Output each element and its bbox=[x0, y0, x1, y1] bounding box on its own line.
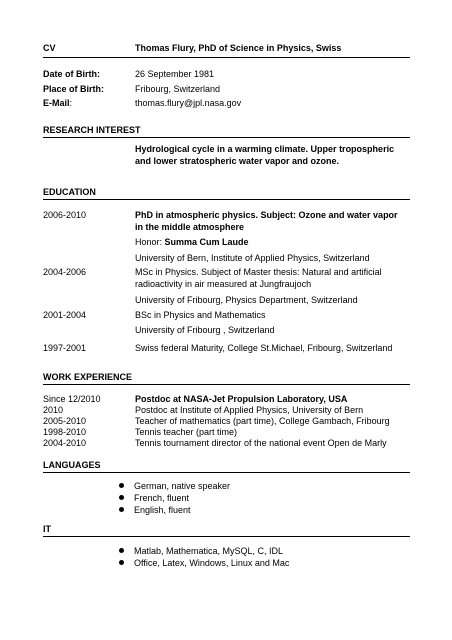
work-role: Tennis teacher (part time) bbox=[135, 427, 238, 437]
it-heading: IT bbox=[43, 524, 51, 534]
edu-honor-label: Honor: bbox=[135, 237, 165, 247]
pob-value: Fribourg, Switzerland bbox=[135, 84, 221, 94]
cv-name-title: Thomas Flury, PhD of Science in Physics, Swiss bbox=[135, 43, 342, 53]
edu-institution: University of Fribourg , Switzerland bbox=[135, 325, 275, 335]
email-value[interactable]: thomas.flury@jpl.nasa.gov bbox=[135, 98, 242, 108]
list-item bbox=[117, 557, 289, 569]
edu-years: 1997-2001 bbox=[43, 343, 87, 353]
header-rule bbox=[43, 57, 410, 58]
work-period: 2005-2010 bbox=[43, 416, 87, 426]
list-item bbox=[117, 545, 289, 557]
edu-institution: University of Bern, Institute of Applied Physics, Switzerland bbox=[135, 253, 370, 263]
bullet-icon bbox=[119, 560, 124, 565]
list-item bbox=[117, 480, 230, 492]
email-label-group bbox=[43, 97, 72, 109]
work-period: 2004-2010 bbox=[43, 438, 87, 448]
research-line-1: Hydrological cycle in a warming climate. Upper tropospheric bbox=[135, 144, 395, 154]
it-item: Matlab, Mathematica, MySQL, C, IDL bbox=[134, 546, 284, 556]
edu-degree-line-1: PhD in atmospheric physics. Subject: Ozone and water vapor bbox=[135, 210, 398, 220]
edu-degree-line-2: radioactivity in air measured at Jungfraujoch bbox=[135, 279, 312, 289]
work-rule bbox=[43, 384, 410, 385]
research-heading: RESEARCH INTEREST bbox=[43, 125, 141, 135]
edu-institution: University of Fribourg, Physics Department, Switzerland bbox=[135, 295, 358, 305]
languages-rule bbox=[43, 472, 410, 473]
edu-honor-value: Summa Cum Laude bbox=[164, 237, 249, 247]
edu-degree-line-1: MSc in Physics. Subject of Master thesis: Natural and artificial bbox=[135, 267, 382, 277]
work-role: Postdoc at Institute of Applied Physics, University of Bern bbox=[135, 405, 364, 415]
email-colon: : bbox=[69, 98, 73, 108]
edu-years: 2001-2004 bbox=[43, 310, 87, 320]
list-item bbox=[117, 492, 230, 504]
edu-degree-line-1: Swiss federal Maturity, College St.Michael, Fribourg, Switzerland bbox=[135, 343, 393, 353]
edu-years: 2004-2006 bbox=[43, 267, 87, 277]
it-list bbox=[117, 545, 289, 569]
work-heading: WORK EXPERIENCE bbox=[43, 372, 133, 382]
bullet-icon bbox=[119, 483, 124, 488]
edu-honor bbox=[135, 236, 249, 248]
edu-degree-line-2: in the middle atmosphere bbox=[135, 222, 245, 232]
it-rule bbox=[43, 536, 410, 537]
research-line-2: and lower stratospheric water vapor and ozone. bbox=[135, 156, 340, 166]
work-period: 1998-2010 bbox=[43, 427, 87, 437]
email-label: E-Mail bbox=[43, 98, 70, 108]
language-item: German, native speaker bbox=[134, 481, 231, 491]
research-rule bbox=[43, 137, 410, 138]
language-item: English, fluent bbox=[134, 505, 191, 515]
languages-heading: LANGUAGES bbox=[43, 460, 101, 470]
pob-label: Place of Birth: bbox=[43, 84, 105, 94]
it-item: Office, Latex, Windows, Linux and Mac bbox=[134, 558, 290, 568]
bullet-icon bbox=[119, 495, 124, 500]
cv-label: CV bbox=[43, 43, 56, 53]
dob-value: 26 September 1981 bbox=[135, 69, 215, 79]
dob-label: Date of Birth: bbox=[43, 69, 100, 79]
work-role: Tennis tournament director of the national event Open de Marly bbox=[135, 438, 387, 448]
bullet-icon bbox=[119, 548, 124, 553]
edu-years: 2006-2010 bbox=[43, 210, 87, 220]
work-role: Postdoc at NASA-Jet Propulsion Laboratory, USA bbox=[135, 394, 348, 404]
list-item bbox=[117, 504, 230, 516]
education-heading: EDUCATION bbox=[43, 187, 96, 197]
bullet-icon bbox=[119, 507, 124, 512]
education-rule bbox=[43, 199, 410, 200]
work-period: Since 12/2010 bbox=[43, 394, 101, 404]
languages-list bbox=[117, 480, 230, 516]
language-item: French, fluent bbox=[134, 493, 190, 503]
work-period: 2010 bbox=[43, 405, 64, 415]
edu-degree-line-1: BSc in Physics and Mathematics bbox=[135, 310, 266, 320]
work-role: Teacher of mathematics (part time), College Gambach, Fribourg bbox=[135, 416, 390, 426]
